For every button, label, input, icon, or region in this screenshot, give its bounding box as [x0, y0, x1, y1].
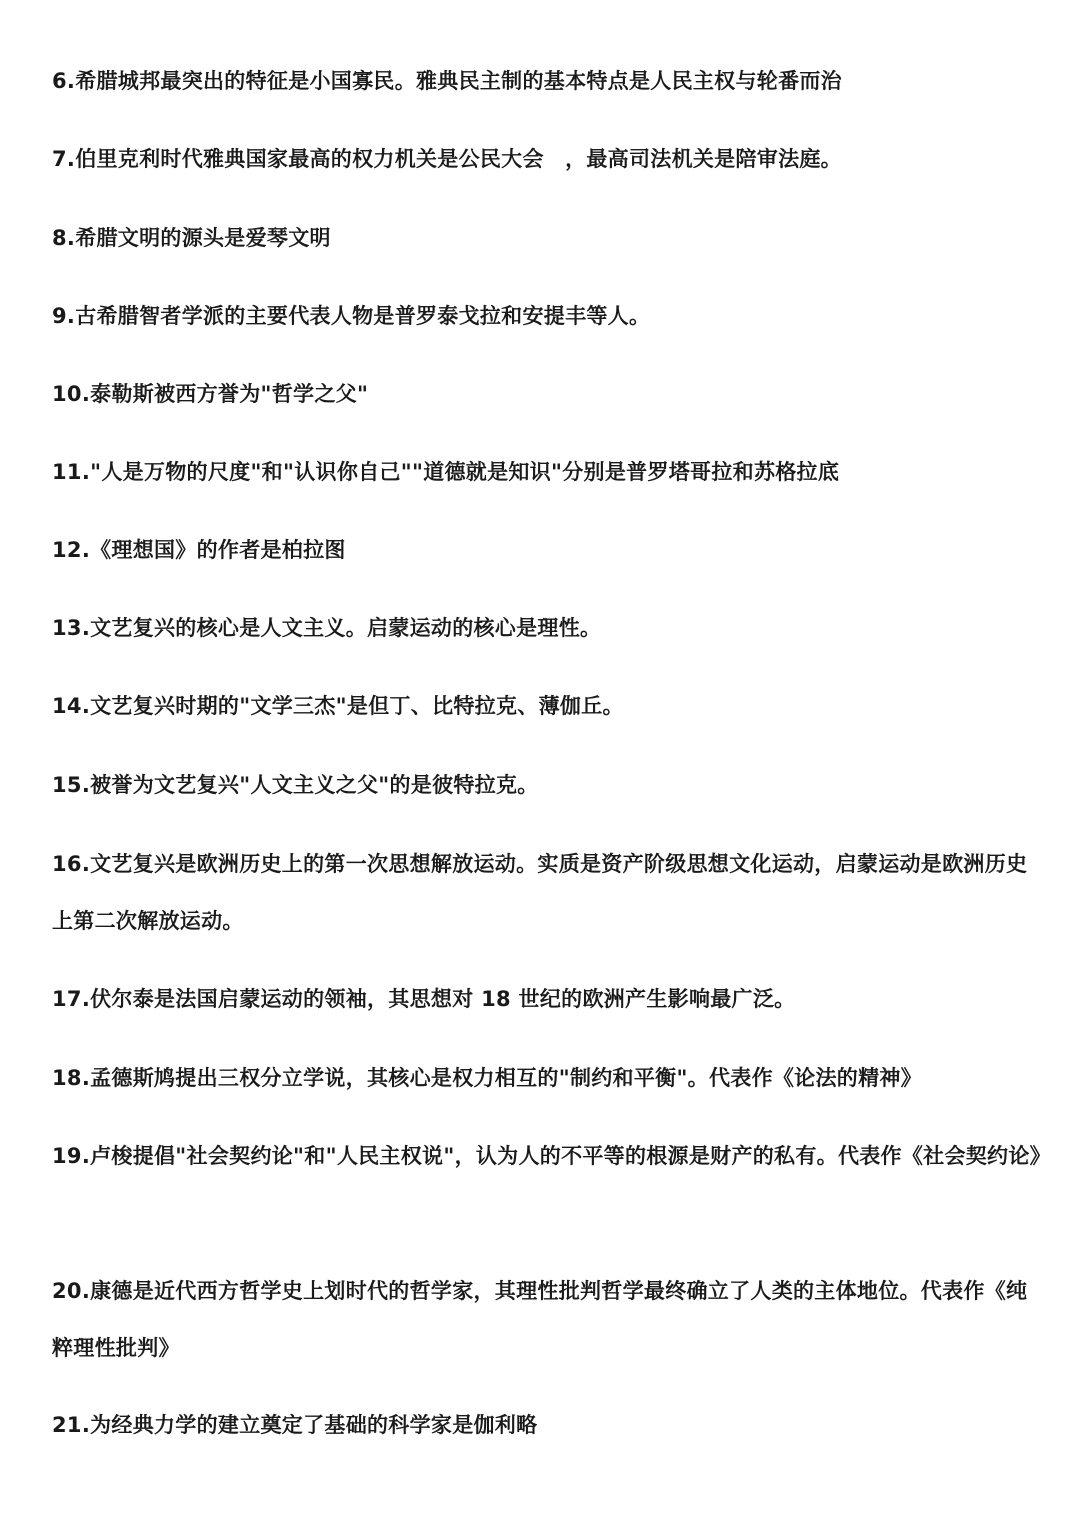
list-item: 8.希腊文明的源头是爱琴文明	[52, 226, 331, 250]
list-item: 7.伯里克利时代雅典国家最高的权力机关是公民大会 ，最高司法机关是陪审法庭。	[52, 147, 842, 171]
list-item: 21.为经典力学的建立奠定了基础的科学家是伽利略	[52, 1413, 538, 1437]
list-item: 9.古希腊智者学派的主要代表人物是普罗泰戈拉和安提丰等人。	[52, 304, 651, 328]
list-item: 11."人是万物的尺度"和"认识你自己""道德就是知识"分别是普罗塔哥拉和苏格拉底	[52, 460, 840, 484]
list-item: 19.卢梭提倡"社会契约论"和"人民主权说"，认为人的不平等的根源是财产的私有。代表作《社会契约论》	[52, 1144, 1051, 1168]
list-item: 10.泰勒斯被西方誉为"哲学之父"	[52, 382, 369, 406]
list-item: 20.康德是近代西方哲学史上划时代的哲学家，其理性批判哲学最终确立了人类的主体地位。代表作《纯粹理性批判》	[52, 1279, 1028, 1360]
list-item: 17.伏尔泰是法国启蒙运动的领袖，其思想对 18 世纪的欧洲产生影响最广泛。	[52, 987, 796, 1011]
list-item: 15.被誉为文艺复兴"人文主义之父"的是彼特拉克。	[52, 773, 539, 797]
list-item: 6.希腊城邦最突出的特征是小国寡民。雅典民主制的基本特点是人民主权与轮番而治	[52, 69, 842, 93]
list-item: 16.文艺复兴是欧洲历史上的第一次思想解放运动。实质是资产阶级思想文化运动，启蒙运动是欧洲历史上第二次解放运动。	[52, 852, 1028, 933]
list-item: 14.文艺复兴时期的"文学三杰"是但丁、比特拉克、薄伽丘。	[52, 694, 624, 718]
list-item: 12.《理想国》的作者是柏拉图	[52, 538, 346, 562]
list-item: 13.文艺复兴的核心是人文主义。启蒙运动的核心是理性。	[52, 616, 602, 640]
list-item: 18.孟德斯鸠提出三权分立学说，其核心是权力相互的"制约和平衡"。代表作《论法的精神》	[52, 1066, 922, 1090]
